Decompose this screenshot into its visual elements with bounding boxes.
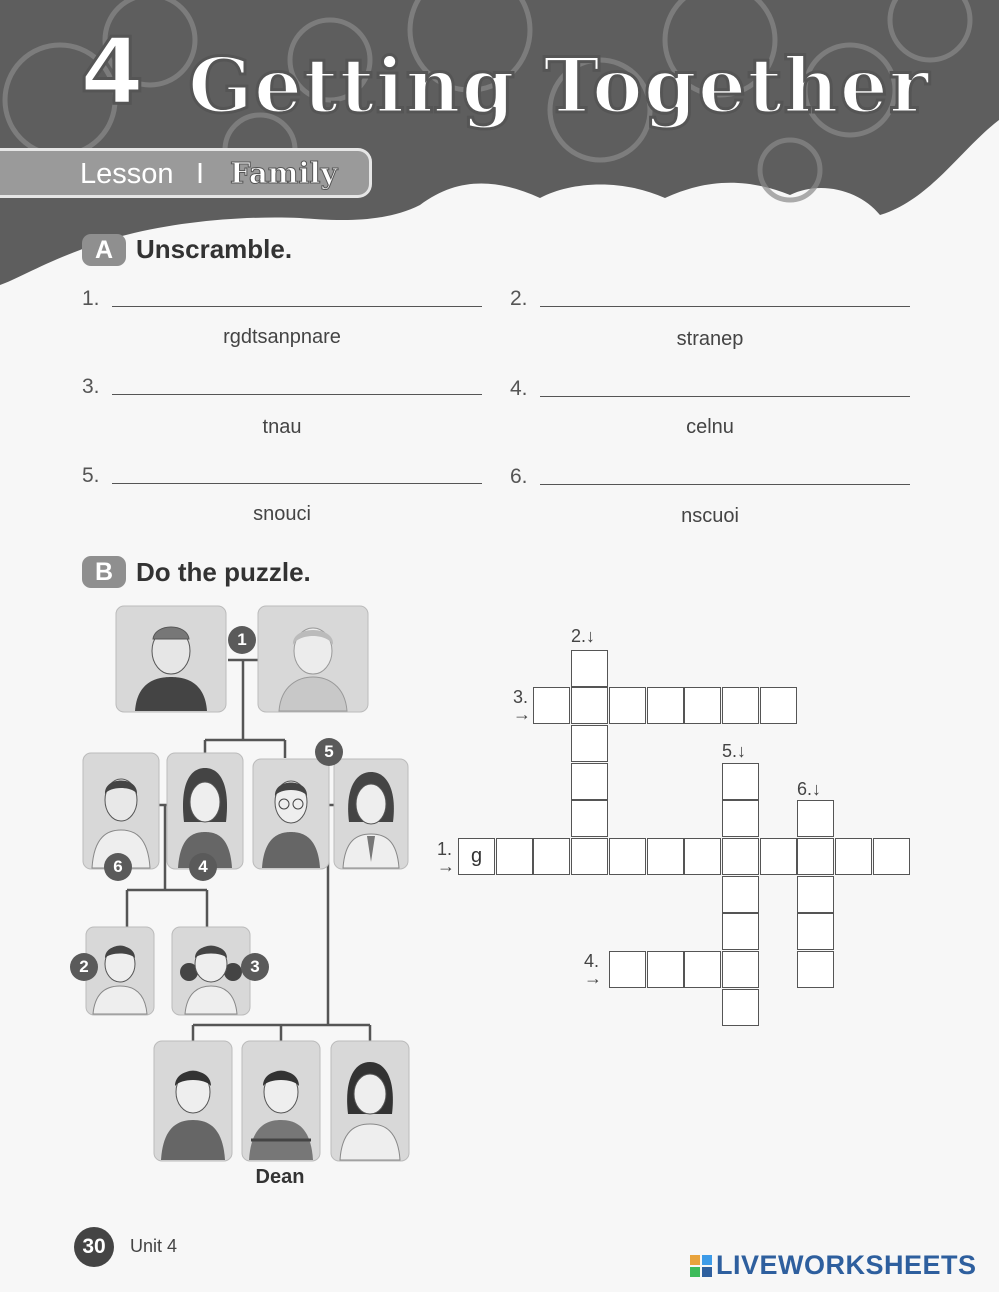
crossword-cell[interactable] <box>797 951 834 988</box>
crossword-cell[interactable] <box>722 913 759 950</box>
footer-unit-label: Unit 4 <box>130 1236 178 1256</box>
section-a-badge: A <box>82 234 126 266</box>
clue-4-number: 4. <box>584 951 600 971</box>
crossword-cell[interactable] <box>722 989 759 1026</box>
item-2-number: 2. <box>510 287 528 310</box>
crossword-cell[interactable] <box>533 687 570 724</box>
crossword-cell[interactable]: g <box>458 838 495 875</box>
scrambled-word-1: rgdtsanpnare <box>223 326 341 348</box>
aunt-portrait <box>333 758 409 870</box>
section-a-title: Unscramble. <box>136 234 293 264</box>
scrambled-word-2: stranep <box>676 328 744 350</box>
clue-3-number: 3. <box>513 687 529 707</box>
crossword-cell[interactable] <box>722 687 759 724</box>
scrambled-word-3: tnau <box>262 416 302 438</box>
brother-portrait <box>241 1040 321 1162</box>
crossword-cell[interactable] <box>684 951 721 988</box>
tree-label-5: 5 <box>315 738 343 766</box>
crossword-cell[interactable] <box>647 951 684 988</box>
crossword-cell[interactable] <box>722 951 759 988</box>
crossword-cell[interactable] <box>609 838 646 875</box>
section-b-title: Do the puzzle. <box>136 557 311 587</box>
sister-portrait <box>330 1040 410 1162</box>
lesson-label: Lesson <box>80 158 174 190</box>
father-portrait <box>252 758 330 870</box>
crossword-cell[interactable] <box>571 838 608 875</box>
tree-label-1: 1 <box>228 626 256 654</box>
scrambled-word-4: celnu <box>686 416 734 438</box>
brand-text: LIVEWORKSHEETS <box>716 1250 977 1280</box>
dean-portrait <box>153 1040 233 1162</box>
scrambled-word-6: nscuoi <box>681 505 739 527</box>
crossword-cell[interactable] <box>647 687 684 724</box>
page-number: 30 <box>74 1227 114 1267</box>
item-1-number: 1. <box>82 287 100 310</box>
crossword-cell[interactable] <box>760 838 797 875</box>
uncle-portrait <box>82 752 160 870</box>
crossword-cell[interactable] <box>722 838 759 875</box>
crossword-cell[interactable] <box>797 838 834 875</box>
clue-1-number: 1. <box>437 839 453 859</box>
crossword-cell[interactable] <box>496 838 533 875</box>
crossword-cell[interactable] <box>760 687 797 724</box>
crossword-cell[interactable] <box>835 838 872 875</box>
crossword-cell[interactable] <box>797 800 834 837</box>
unit-number: 4 <box>80 18 145 125</box>
crossword-cell[interactable] <box>722 800 759 837</box>
clue-6-number <box>797 780 821 798</box>
tree-label-4: 4 <box>189 853 217 881</box>
clue-3-arrow: → <box>513 704 531 724</box>
crossword-cell[interactable] <box>797 876 834 913</box>
crossword-cell[interactable] <box>571 725 608 762</box>
crossword-cell[interactable] <box>609 951 646 988</box>
crossword-cell[interactable] <box>873 838 910 875</box>
crossword-cell[interactable] <box>533 838 570 875</box>
scrambled-word-5: snouci <box>253 503 311 525</box>
item-3-number: 3. <box>82 375 100 398</box>
unit-title: Getting Together <box>188 41 930 130</box>
crossword-cell[interactable] <box>684 838 721 875</box>
item-6-number: 6. <box>510 465 528 488</box>
clue-5-label: 5. <box>722 741 738 761</box>
crossword-cell[interactable] <box>722 763 759 800</box>
clue-6-arrow: ↓ <box>812 779 822 799</box>
clue-2-number <box>571 627 595 645</box>
crossword-cell[interactable] <box>571 763 608 800</box>
crossword-cell[interactable] <box>797 913 834 950</box>
clue-2-label: 2. <box>571 626 587 646</box>
tree-label-3: 3 <box>241 953 269 981</box>
tree-label-2: 2 <box>70 953 98 981</box>
lesson-name: Family <box>230 156 338 190</box>
cousin-girl-portrait <box>171 926 251 1016</box>
tree-label-6: 6 <box>104 853 132 881</box>
clue-5-number <box>722 742 746 760</box>
brand-logo <box>690 1250 977 1281</box>
clue-6-label: 6. <box>797 779 813 799</box>
crossword-cell[interactable] <box>684 687 721 724</box>
lesson-separator: I <box>196 158 205 190</box>
brand-icon <box>690 1255 712 1277</box>
clue-2-arrow: ↓ <box>586 626 596 646</box>
crossword-cell[interactable] <box>571 800 608 837</box>
clue-4-arrow: → <box>584 968 602 988</box>
crossword-cell[interactable] <box>722 876 759 913</box>
crossword-cell[interactable] <box>647 838 684 875</box>
item-5-number: 5. <box>82 464 100 487</box>
grandfather-portrait <box>115 605 227 713</box>
crossword-cell[interactable] <box>571 650 608 687</box>
crossword-cell[interactable] <box>571 687 608 724</box>
crossword-cell[interactable] <box>609 687 646 724</box>
clue-5-arrow: ↓ <box>737 741 747 761</box>
grandmother-portrait <box>257 605 369 713</box>
clue-1-arrow: → <box>437 856 455 876</box>
item-4-number: 4. <box>510 377 528 400</box>
section-b-badge: B <box>82 556 126 588</box>
dean-label: Dean <box>255 1166 305 1188</box>
